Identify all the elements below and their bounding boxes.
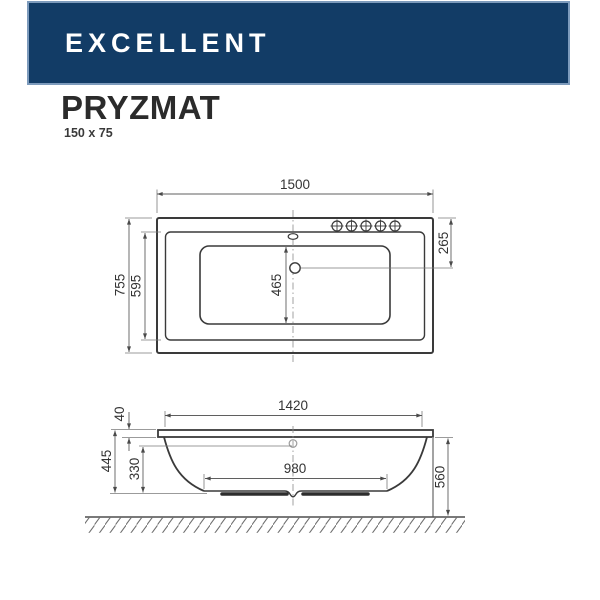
dim-drain-offset-265 [436, 218, 456, 267]
dim-inner-depth-330 [127, 446, 292, 493]
dim-label-560: 560 [432, 465, 448, 489]
dim-label-445: 445 [99, 449, 114, 473]
ground-hatching [85, 518, 465, 533]
dim-label-980: 980 [283, 461, 307, 476]
rim-profile-outline [158, 430, 433, 437]
dim-label-1420: 1420 [277, 398, 309, 413]
side-view-drawing [85, 398, 465, 533]
brand-logo-text: EXCELLENT [65, 27, 271, 58]
overflow-outlet-icon [288, 234, 298, 240]
tub-left-wall-profile [164, 437, 204, 491]
dim-label-595: 595 [128, 274, 144, 298]
tub-basin-outline [200, 246, 390, 324]
dim-rim-thickness-40 [111, 406, 156, 451]
dim-label-40: 40 [112, 406, 127, 422]
tub-right-wall-profile [387, 437, 427, 491]
dim-label-755: 755 [112, 273, 128, 297]
dim-bottom-length-980 [204, 461, 387, 489]
product-title: PRYZMAT [61, 89, 221, 126]
dim-label-265: 265 [436, 231, 451, 255]
dim-label-465: 465 [269, 273, 284, 297]
dim-rim-length-1420 [165, 398, 422, 427]
drain-outlet-icon [290, 263, 300, 273]
dim-label-330: 330 [127, 457, 142, 481]
dim-length-1500 [157, 177, 433, 213]
product-size-label: 150 x 75 [64, 126, 113, 140]
top-view-drawing [113, 177, 457, 363]
dim-total-height-560 [433, 438, 454, 516]
dim-label-1500: 1500 [279, 177, 311, 192]
